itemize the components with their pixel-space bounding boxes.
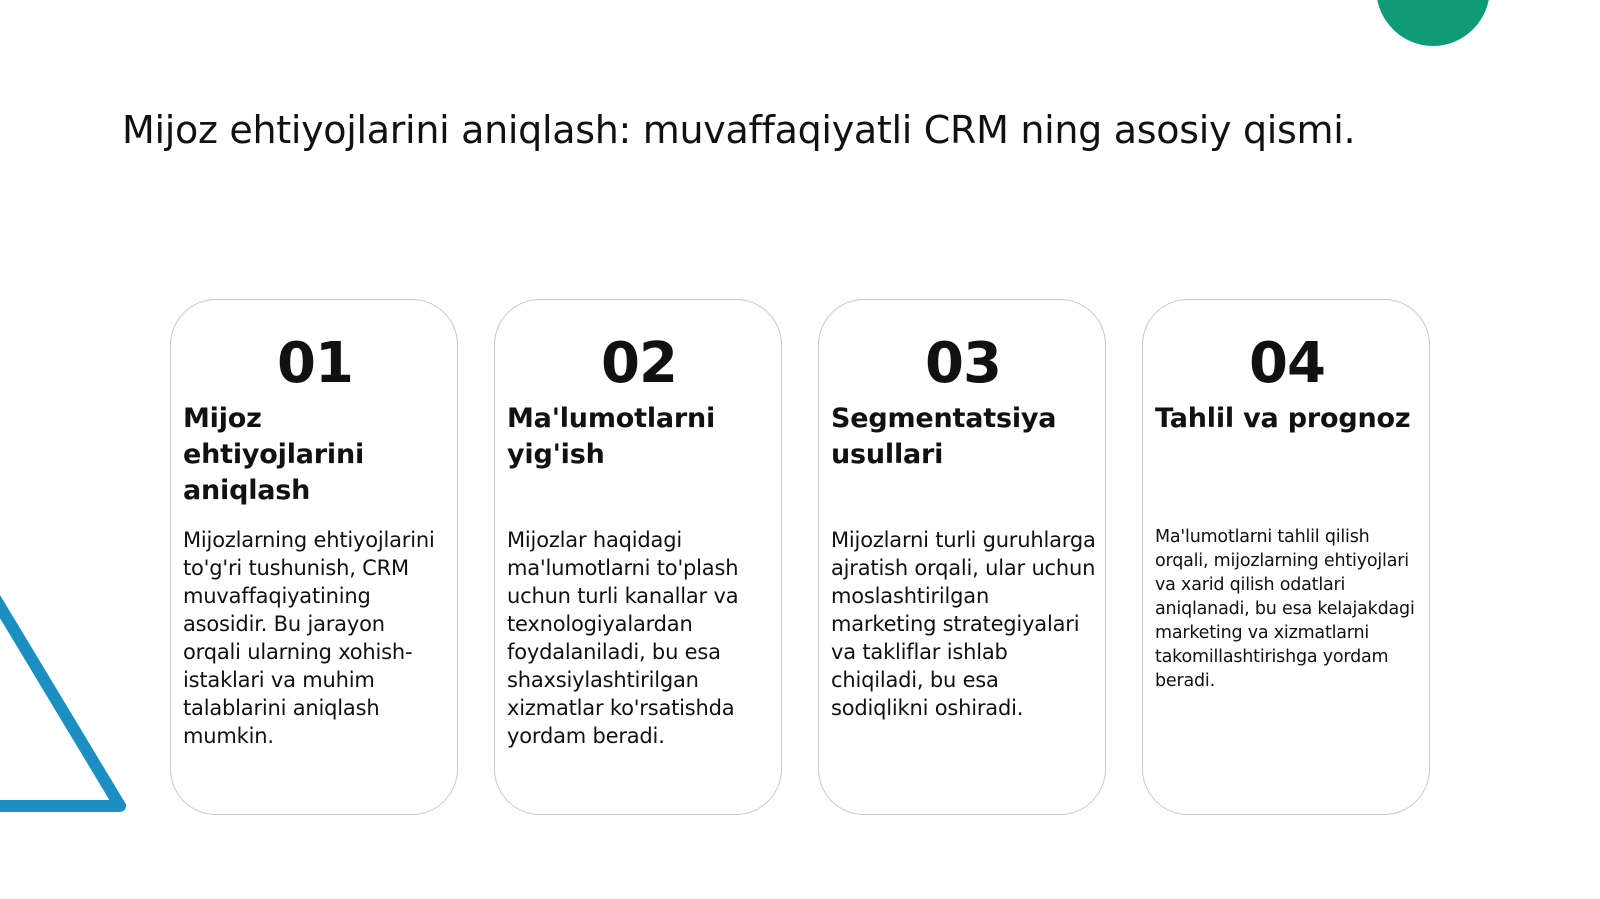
card-text: Mijozlarning ehtiyojlarini to'g'ri tushunish, CRM muvaffaqiyatining asosidir. Bu jarayon orqali ularning xohish-istaklari va muhim talablarini aniqlash mumkin. <box>183 528 435 748</box>
card-number: 01 <box>277 331 353 396</box>
card-number: 02 <box>601 331 677 396</box>
decorative-triangle <box>0 560 140 820</box>
card-text: Mijozlarni turli guruhlarga ajratish orqali, ular uchun moslashtirilgan marketing strategiyalari va takliflar ishlab chiqiladi, bu esa sodiqlikni oshiradi. <box>831 528 1096 720</box>
decorative-circle <box>1376 0 1490 46</box>
card-number: 04 <box>1249 331 1325 396</box>
card-text: Mijozlar haqidagi ma'lumotlarni to'plash uchun turli kanallar va texnologiyalardan foydalaniladi, bu esa shaxsiylashtirilgan xizmatlar ko'rsatishda yordam beradi. <box>507 528 739 748</box>
page-title: Mijoz ehtiyojlarini aniqlash: muvaffaqiyatli CRM ning asosiy qismi. <box>122 108 1356 152</box>
card-heading: Ma'lumotlarni yig'ish <box>507 403 716 470</box>
card-heading: Mijoz ehtiyojlarini aniqlash <box>183 403 365 506</box>
card-heading: Tahlil va prognoz <box>1155 403 1411 434</box>
card-04 <box>1142 299 1430 815</box>
cards-row <box>170 299 1430 815</box>
card-number: 03 <box>925 331 1001 396</box>
card-text: Ma'lumotlarni tahlil qilish orqali, mijozlarning ehtiyojlari va xarid qilish odatlari aniqlanadi, bu esa kelajakdagi marketing va xizmatlarni takomillashtirishga yordam beradi. <box>1155 527 1415 691</box>
card-03 <box>818 299 1106 815</box>
card-02 <box>494 299 782 815</box>
card-heading: Segmentatsiya usullari <box>831 403 1057 470</box>
card-01 <box>170 299 458 815</box>
